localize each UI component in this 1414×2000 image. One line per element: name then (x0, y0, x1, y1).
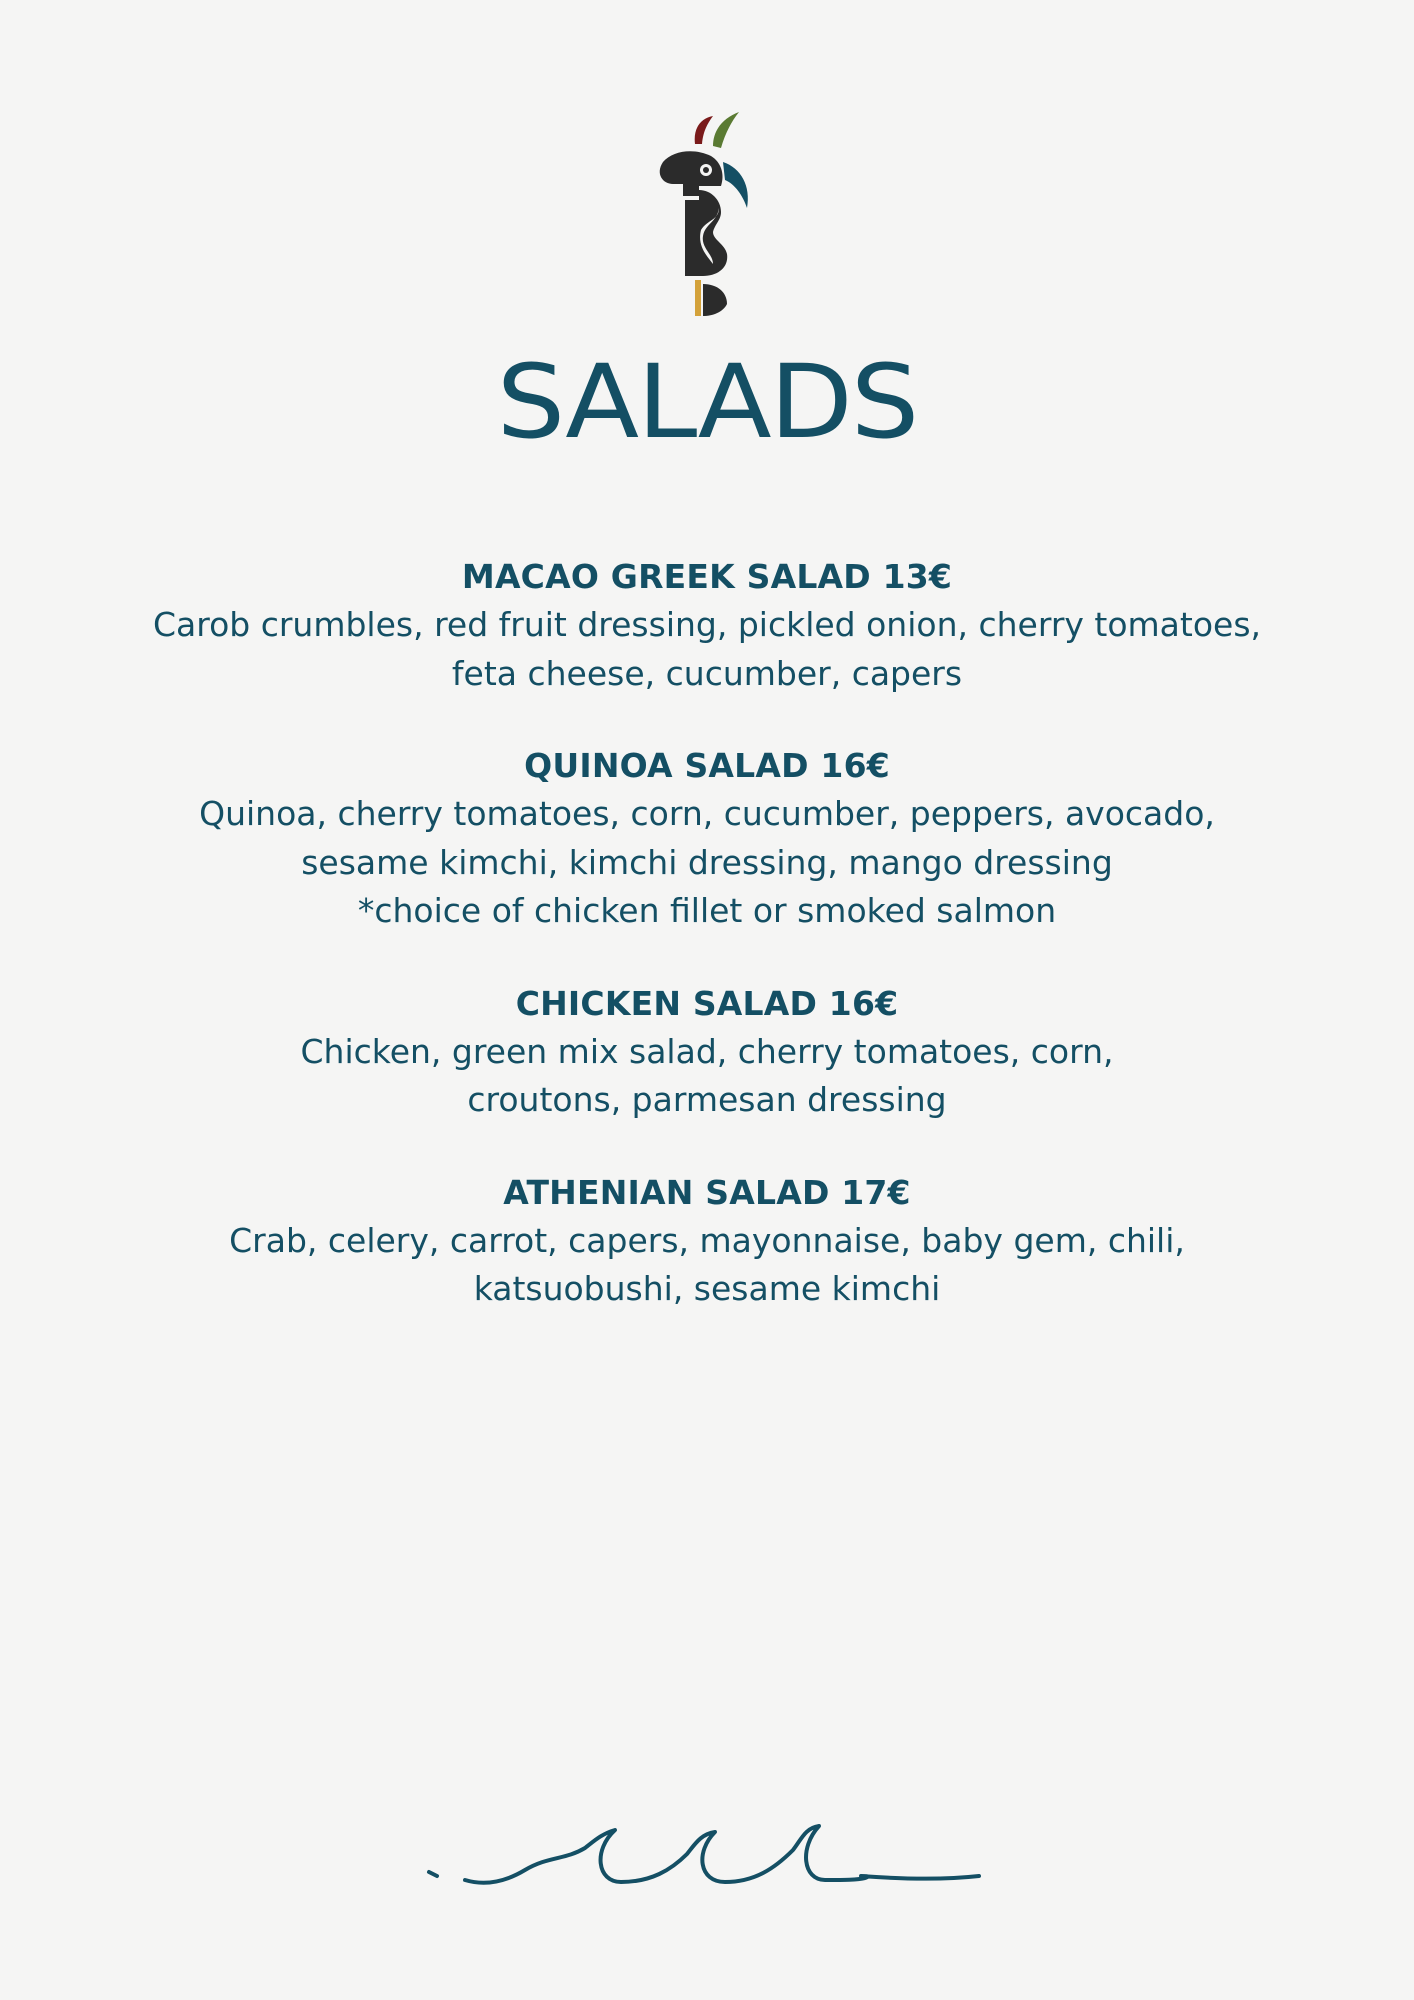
item-description-line: Chicken, green mix salad, cherry tomatoes, corn, (300, 1031, 1114, 1071)
menu-item (60, 1169, 1354, 1314)
item-name: QUINOA SALAD 16€ (524, 746, 890, 785)
menu-item (60, 553, 1354, 698)
item-description-line: *choice of chicken fillet or smoked salmon (357, 891, 1057, 930)
page-title: SALADS (496, 343, 918, 462)
item-description-line: feta cheese, cucumber, capers (451, 653, 963, 693)
salad-menu (60, 553, 1354, 1358)
item-description-line: sesame kimchi, kimchi dressing, mango dressing (301, 842, 1113, 882)
item-description-line: Quinoa, cherry tomatoes, corn, cucumber, peppers, avocado, (199, 794, 1215, 833)
item-description-line: Carob crumbles, red fruit dressing, pickled onion, cherry tomatoes, (152, 605, 1262, 644)
wave-icon (425, 1820, 985, 1890)
menu-item (60, 742, 1354, 936)
item-description-line: Crab, celery, carrot, capers, mayonnaise, baby gem, chili, (229, 1220, 1185, 1260)
item-description-line: katsuobushi, sesame kimchi (473, 1269, 941, 1308)
parrot-logo-icon (655, 112, 765, 317)
item-name: ATHENIAN SALAD 17€ (503, 1172, 911, 1212)
menu-item (60, 980, 1354, 1125)
item-description-line: croutons, parmesan dressing (467, 1080, 947, 1119)
item-name: MACAO GREEK SALAD 13€ (461, 557, 953, 596)
item-name: CHICKEN SALAD 16€ (515, 983, 899, 1023)
